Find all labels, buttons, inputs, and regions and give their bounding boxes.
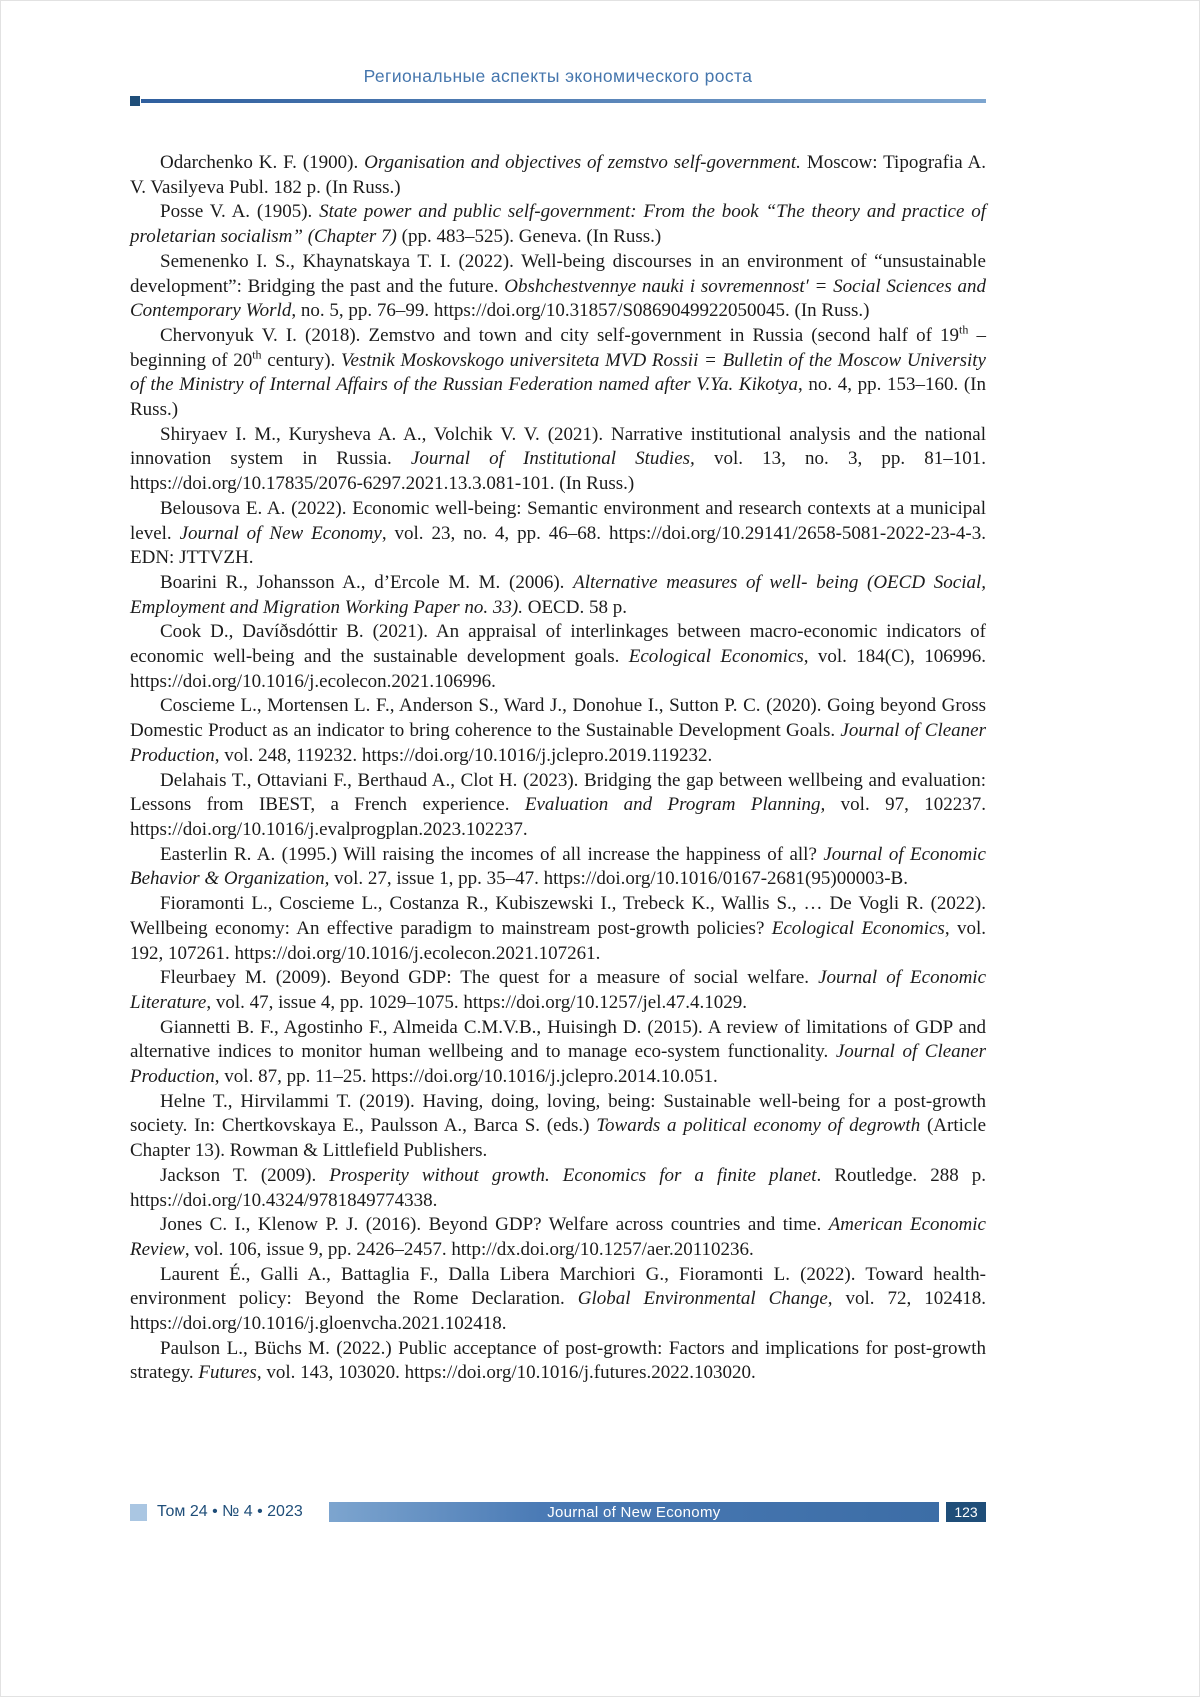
reference-title-text: Journal of Economic Behavior & Organization, bbox=[130, 843, 986, 890]
reference-text: , vol. 106, issue 9, pp. 2426–2457. http://dx.doi.org/10.1257/aer.20110236. bbox=[184, 1238, 754, 1260]
reference-title-text: Organisation and objectives of zemstvo self-government. bbox=[364, 152, 801, 173]
reference-text: , no. 4, pp. 153–160. (In Russ.) bbox=[130, 374, 986, 421]
reference-entry bbox=[130, 1164, 986, 1213]
reference-title-text: Journal of Cleaner Production bbox=[130, 1041, 986, 1088]
reference-text: , vol. 47, issue 4, pp. 1029–1075. https://doi.org/10.1257/jel.47.4.1029. bbox=[206, 991, 747, 1013]
reference-entry bbox=[130, 571, 986, 620]
journal-name-bar bbox=[329, 1502, 939, 1522]
volume-issue-label: Том 24 • № 4 • 2023 bbox=[157, 1503, 303, 1520]
reference-text: vol. 27, issue 1, pp. 35–47. https://doi.org/10.1016/0167-2681(95)00003-B. bbox=[329, 868, 908, 890]
reference-entry bbox=[130, 694, 986, 768]
reference-entry bbox=[130, 324, 986, 423]
reference-title-text: Journal of Cleaner Production bbox=[130, 720, 986, 766]
header-rule-square-icon bbox=[130, 96, 140, 106]
reference-text: Cook D., Davíðsdóttir B. (2021). An appraisal of interlinkages between macro-economic indicators of economic well-being and the sustainable development goals. bbox=[130, 621, 986, 668]
reference-text: , vol. 72, 102418. https://doi.org/10.1016/j.gloenvcha.2021.102418. bbox=[130, 1288, 987, 1335]
reference-entry bbox=[130, 1090, 986, 1164]
reference-title-text: State power and public self-government: From the book “The theory and practice of proletarian socialism” (Chapter 7) bbox=[130, 201, 986, 248]
reference-title-text: Towards a political economy of degrowth bbox=[596, 1115, 921, 1137]
reference-text: , no. 5, pp. 76–99. https://doi.org/10.31857/S0869049922050045. (In Russ.) bbox=[291, 300, 870, 322]
reference-title-text: Ecological Economics bbox=[628, 646, 804, 668]
reference-entry bbox=[130, 620, 986, 694]
reference-entry bbox=[130, 966, 986, 1015]
reference-text: OECD. 58 p. bbox=[522, 596, 627, 618]
reference-entry bbox=[130, 1213, 986, 1262]
reference-text: Delahais T., Ottaviani F., Berthaud A., Clot H. (2023). Bridging the gap between wellbeing and evaluation: Lessons from IBEST, a French experience. bbox=[130, 769, 986, 816]
reference-text: (Article Chapter 13). Rowman & Littlefield Publishers. bbox=[130, 1115, 987, 1162]
reference-title-text: American Economic Review bbox=[130, 1214, 986, 1260]
reference-text: Coscieme L., Mortensen L. F., Anderson S., Ward J., Donohue I., Sutton P. C. (2020). Going beyond Gross Domestic Product as an indicator to bring coherence to the Sustainable Development Goals. bbox=[130, 695, 986, 742]
reference-text: Paulson L., Büchs M. (2022.) Public acceptance of post-growth: Factors and implications for post-growth strategy. bbox=[130, 1337, 986, 1384]
reference-text: century). bbox=[261, 349, 342, 371]
reference-text: Giannetti B. F., Agostinho F., Almeida C.M.V.B., Huisingh D. (2015). A review of limitations of GDP and alternative indices to monitor human wellbeing and to manage eco-system functionality. bbox=[130, 1016, 986, 1063]
reference-text: Jackson T. (2009). bbox=[160, 1164, 330, 1186]
header-rule-line bbox=[141, 99, 986, 103]
reference-text: Shiryaev I. M., Kurysheva A. A., Volchik V. V. (2021). Narrative institutional analysis and the national innovation system in Russia. bbox=[130, 423, 986, 470]
reference-text: Laurent É., Galli A., Battaglia F., Dalla Libera Marchiori G., Fioramonti L. (2022). Toward health-environment policy: Beyond the Rome Declaration. bbox=[130, 1263, 986, 1310]
page-number: 123 bbox=[946, 1502, 986, 1522]
reference-entry bbox=[130, 497, 986, 571]
reference-title-text: Evaluation and Program Planning, bbox=[524, 794, 826, 816]
reference-text: vol. 13, no. 3, pp. 81–101. https://doi.org/10.17835/2076-6297.2021.13.3.081-101. (In Russ.) bbox=[130, 448, 987, 495]
reference-text: Chervonyuk V. I. (2018). Zemstvo and town and city self-government in Russia (second half of 19 bbox=[160, 324, 960, 346]
reference-text: . Routledge. 288 p. https://doi.org/10.4324/9781849774338. bbox=[130, 1164, 986, 1211]
reference-title-text: Journal of Economic Literature bbox=[130, 967, 987, 1013]
header-rule bbox=[130, 96, 986, 106]
reference-text: vol. 97, 102237. https://doi.org/10.1016/j.evalprogplan.2023.102237. bbox=[130, 794, 986, 840]
reference-text: (pp. 483–525). Geneva. (In Russ.) bbox=[396, 226, 662, 248]
reference-text: th bbox=[959, 322, 969, 337]
reference-text: , vol. 23, no. 4, pp. 46–68. https://doi.org/10.29141/2658-5081-2022-23-4-3. EDN: JTTVZH. bbox=[130, 522, 986, 569]
reference-entry bbox=[130, 892, 986, 966]
journal-name-label: Journal of New Economy bbox=[547, 1503, 721, 1521]
reference-text: , vol. 143, 103020. https://doi.org/10.1016/j.futures.2022.103020. bbox=[256, 1362, 756, 1384]
reference-title-text: Alternative measures of well- being (OECD Social, Employment and Migration Working Paper no. 33). bbox=[130, 571, 986, 618]
reference-title-text: Global Environmental Change bbox=[577, 1288, 828, 1310]
reference-entry bbox=[130, 1016, 986, 1090]
footer-square-icon bbox=[130, 1504, 147, 1521]
reference-text: th bbox=[252, 347, 262, 362]
reference-text: Belousova E. A. (2022). Economic well-being: Semantic environment and research contexts at a municipal level. bbox=[130, 497, 986, 544]
reference-text: , vol. 87, pp. 11–25. https://doi.org/10.1016/j.jclepro.2014.10.051. bbox=[214, 1066, 718, 1088]
reference-text: Odarchenko K. F. (1900). bbox=[160, 152, 365, 173]
reference-text: Semenenko I. S., Khaynatskaya T. I. (2022). Well-being discourses in an environment of “unsustainable development”: Bridging the past and the future. bbox=[130, 250, 986, 297]
page-header bbox=[130, 66, 986, 106]
reference-entry bbox=[130, 843, 986, 892]
reference-title-text: Journal of New Economy bbox=[179, 522, 382, 544]
reference-text: , vol. 248, 119232. https://doi.org/10.1016/j.jclepro.2019.119232. bbox=[214, 744, 713, 766]
reference-title-text: Vestnik Moskovskogo universiteta MVD Rossii = Bulletin of the Moscow University of the Ministry of Internal Affairs of the Russian Federation named after V.Ya. Kikotya bbox=[130, 349, 986, 396]
reference-title-text: Prosperity without growth. Economics for a finite planet bbox=[329, 1164, 817, 1186]
reference-title-text: Journal of Institutional Studies, bbox=[410, 448, 695, 470]
reference-entry bbox=[130, 423, 986, 497]
reference-text: – beginning of 20 bbox=[130, 324, 987, 371]
reference-title-text: Ecological Economics bbox=[771, 917, 945, 939]
reference-text: Jones C. I., Klenow P. J. (2016). Beyond GDP? Welfare across countries and time. bbox=[160, 1214, 829, 1236]
page-footer bbox=[130, 1502, 986, 1522]
reference-entry bbox=[130, 250, 986, 324]
reference-text: Helne T., Hirvilammi T. (2019). Having, doing, loving, being: Sustainable well-being for a post-growth society. In: Chertkovskaya E., Paulsson A., Barca S. (eds.) bbox=[130, 1090, 986, 1137]
reference-text: Fioramonti L., Coscieme L., Costanza R., Kubiszewski I., Trebeck K., Wallis S., … De Vogli R. (2022). Wellbeing economy: An effective paradigm to mainstream post-growth policies? bbox=[130, 893, 986, 939]
reference-text: , vol. 192, 107261. https://doi.org/10.1016/j.ecolecon.2021.107261. bbox=[130, 917, 986, 964]
reference-text: , vol. 184(C), 106996. https://doi.org/10.1016/j.ecolecon.2021.106996. bbox=[130, 646, 986, 692]
reference-list bbox=[130, 151, 986, 1386]
reference-text: Easterlin R. A. (1995.) Will raising the incomes of all increase the happiness of all? bbox=[160, 843, 824, 865]
reference-entry bbox=[130, 200, 986, 249]
reference-text: Posse V. A. (1905). bbox=[160, 201, 320, 223]
reference-entry bbox=[130, 1263, 986, 1337]
reference-text: Fleurbaey M. (2009). Beyond GDP: The quest for a measure of social welfare. bbox=[160, 967, 819, 989]
running-head: Региональные аспекты экономического роста bbox=[363, 66, 753, 86]
reference-entry bbox=[130, 151, 986, 200]
reference-entry bbox=[130, 1337, 986, 1386]
reference-title-text: Futures bbox=[198, 1362, 257, 1384]
reference-title-text: Obshchestvennye nauki i sovremennost′ = Social Sciences and Contemporary World bbox=[130, 275, 987, 322]
reference-text: Moscow: Tipografia A. V. Vasilyeva Publ. 182 p. (In Russ.) bbox=[130, 152, 986, 198]
reference-entry bbox=[130, 769, 986, 843]
reference-text: Boarini R., Johansson A., d’Ercole M. M. (2006). bbox=[160, 571, 574, 593]
